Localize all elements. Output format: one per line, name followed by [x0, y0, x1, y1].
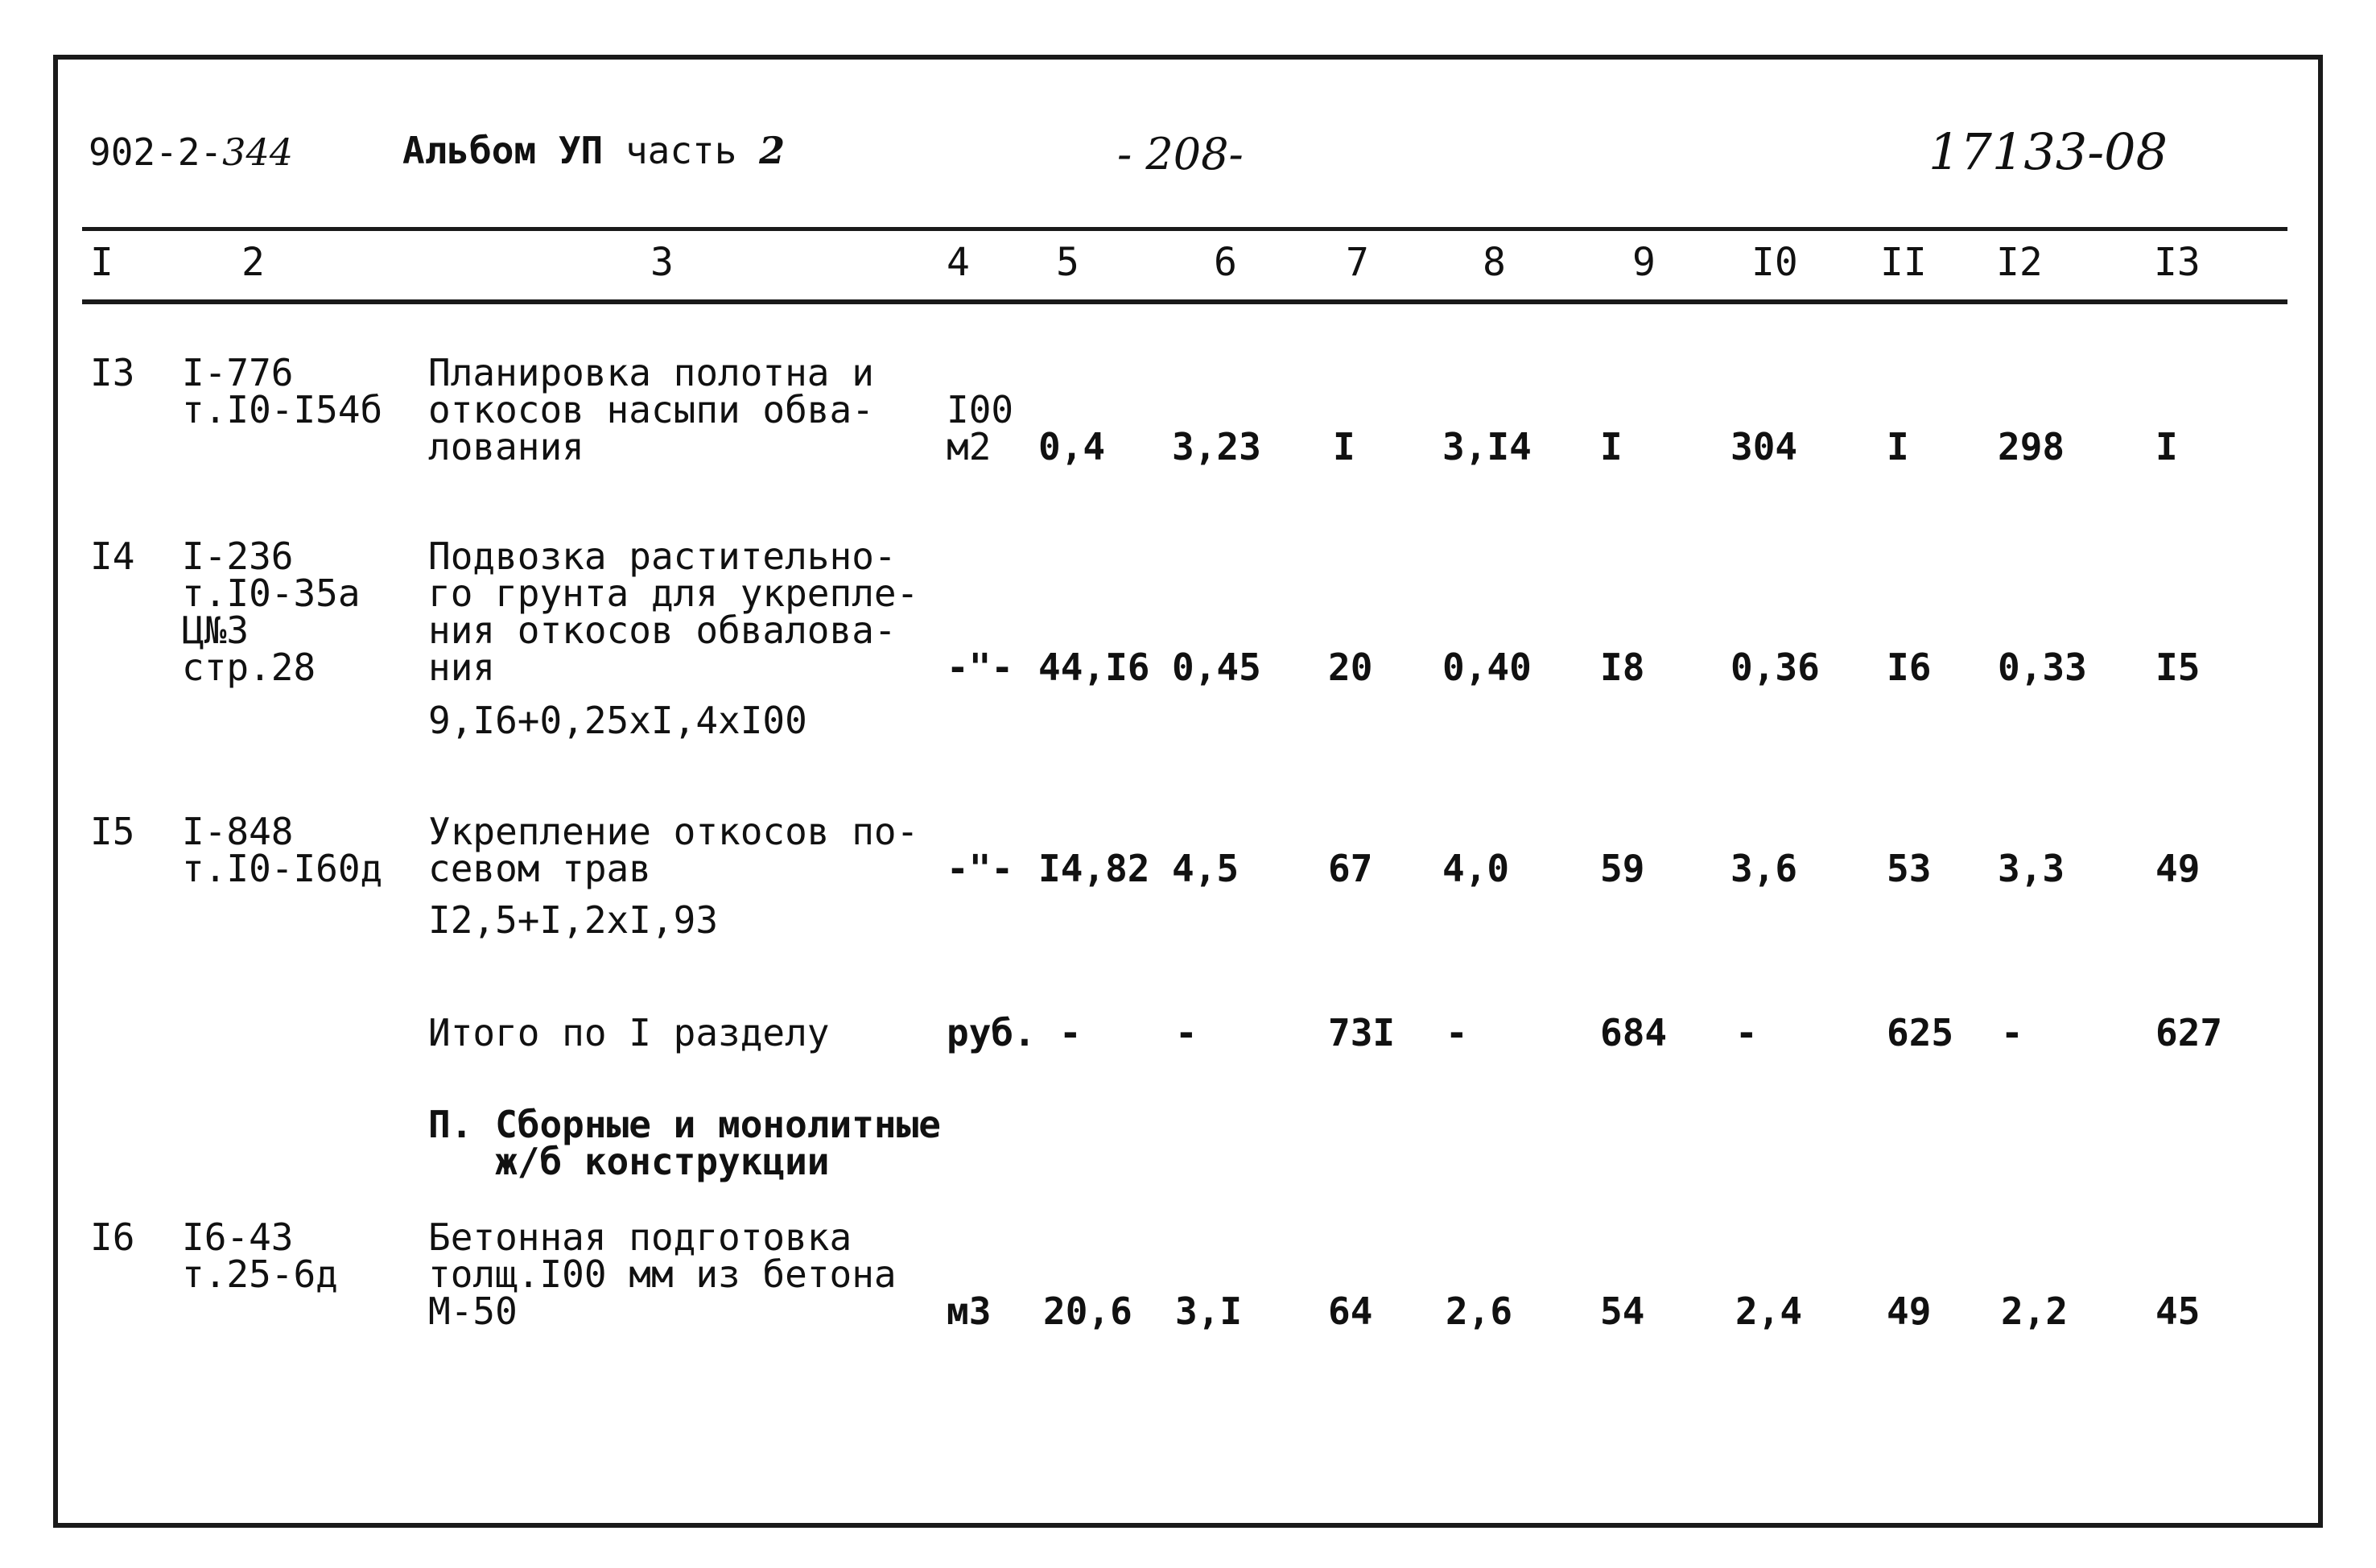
col-6-value: 3,I: [1175, 1289, 1243, 1333]
column-heading-11: II: [1880, 240, 1927, 285]
col-12-value: 0,33: [1998, 646, 2087, 689]
col-5-value: 44,I6: [1038, 646, 1150, 689]
row-number: I4: [90, 534, 135, 578]
column-heading-4: 4: [947, 240, 970, 285]
row-number: I3: [90, 351, 135, 394]
col-10-value: -: [1735, 1011, 1758, 1054]
col-9-value: 684: [1600, 1011, 1668, 1054]
unit: -"-: [947, 847, 1014, 890]
work-description: Подвозка растительно- го грунта для укрепле- ния откосов обвалова- ния: [428, 534, 919, 689]
document-number: [89, 130, 293, 174]
col-9-value: 59: [1600, 847, 1645, 890]
col-7-value: 73I: [1328, 1011, 1396, 1054]
norm-code: I-776 т.I0-I54б: [182, 351, 383, 431]
col-5-value: -: [1059, 1011, 1082, 1054]
col-12-value: 3,3: [1998, 847, 2065, 890]
col-7-value: 64: [1328, 1289, 1373, 1333]
column-heading-8: 8: [1483, 240, 1506, 285]
col-11-value: 53: [1887, 847, 1932, 890]
col-12-value: -: [2001, 1011, 2023, 1054]
part-number: 2: [759, 129, 786, 172]
col-10-value: 304: [1730, 425, 1798, 468]
column-heading-6: 6: [1214, 240, 1237, 285]
album-name: Альбом УП: [402, 129, 604, 172]
col-6-value: 0,45: [1172, 646, 1261, 689]
col-5-value: 20,6: [1043, 1289, 1132, 1333]
col-8-value: 3,I4: [1442, 425, 1532, 468]
page-number: - 208-: [1117, 129, 1244, 179]
column-heading-2: 2: [241, 240, 265, 285]
column-heading-3: 3: [650, 240, 674, 285]
document-code: 17133-08: [1928, 122, 2168, 181]
document-number-handwritten: 344: [222, 130, 293, 174]
col-5-value: 0,4: [1038, 425, 1106, 468]
col-7-value: 67: [1328, 847, 1373, 890]
norm-code: I6-43 т.25-6д: [182, 1215, 338, 1296]
col-6-value: 3,23: [1172, 425, 1261, 468]
col-5-value: I4,82: [1038, 847, 1150, 890]
col-13-value: 49: [2155, 847, 2201, 890]
col-8-value: 4,0: [1442, 847, 1510, 890]
col-9-value: I: [1600, 425, 1623, 468]
norm-code: I-848 т.I0-I60д: [182, 810, 383, 890]
col-9-value: I8: [1600, 646, 1645, 689]
col-11-value: 49: [1887, 1289, 1932, 1333]
column-heading-9: 9: [1632, 240, 1656, 285]
header-bottom-rule: [82, 299, 2287, 304]
work-description: Бетонная подготовка толщ.I00 мм из бетона М-50: [428, 1215, 897, 1333]
column-heading-1: I: [90, 240, 113, 285]
album-label: [402, 129, 785, 172]
col-13-value: I: [2155, 425, 2178, 468]
col-6-value: 4,5: [1172, 847, 1240, 890]
col-13-value: I5: [2155, 646, 2201, 689]
work-description: Планировка полотна и откосов насыпи обва- лования: [428, 351, 874, 468]
document-number-printed: 902-2-: [89, 130, 223, 174]
col-10-value: 0,36: [1730, 646, 1820, 689]
header-top-rule: [82, 227, 2287, 231]
col-10-value: 2,4: [1735, 1289, 1803, 1333]
column-heading-12: I2: [1996, 240, 2043, 285]
col-7-value: 20: [1328, 646, 1373, 689]
col-12-value: 298: [1998, 425, 2065, 468]
column-heading-13: I3: [2154, 240, 2201, 285]
column-heading-7: 7: [1346, 240, 1369, 285]
norm-code: I-236 т.I0-35а Ц№3 стр.28: [182, 534, 361, 689]
row-number: I5: [90, 810, 135, 853]
unit: -"-: [947, 646, 1014, 689]
col-7-value: I: [1333, 425, 1355, 468]
section-heading: П. Сборные и монолитные ж/б конструкции: [428, 1103, 941, 1183]
work-description: Укрепление откосов по- севом трав: [428, 810, 919, 890]
col-12-value: 2,2: [2001, 1289, 2069, 1333]
col-6-value: -: [1175, 1011, 1198, 1054]
col-8-value: 0,40: [1442, 646, 1532, 689]
col-13-value: 45: [2155, 1289, 2201, 1333]
col-11-value: I: [1887, 425, 1909, 468]
col-10-value: 3,6: [1730, 847, 1798, 890]
unit: м3: [947, 1289, 992, 1333]
column-heading-5: 5: [1056, 240, 1079, 285]
col-13-value: 627: [2155, 1011, 2223, 1054]
total-label: Итого по I разделу: [428, 1011, 830, 1054]
calculation-formula: 9,I6+0,25xI,4xI00: [428, 699, 807, 742]
col-8-value: 2,6: [1446, 1289, 1513, 1333]
col-11-value: I6: [1887, 646, 1932, 689]
unit: руб.: [947, 1011, 1036, 1054]
unit: I00 м2: [947, 388, 1014, 468]
col-9-value: 54: [1600, 1289, 1645, 1333]
col-8-value: -: [1446, 1011, 1468, 1054]
row-number: I6: [90, 1215, 135, 1259]
calculation-formula: I2,5+I,2xI,93: [428, 898, 719, 942]
column-heading-10: I0: [1751, 240, 1798, 285]
col-11-value: 625: [1887, 1011, 1954, 1054]
part-label: часть: [625, 129, 737, 172]
